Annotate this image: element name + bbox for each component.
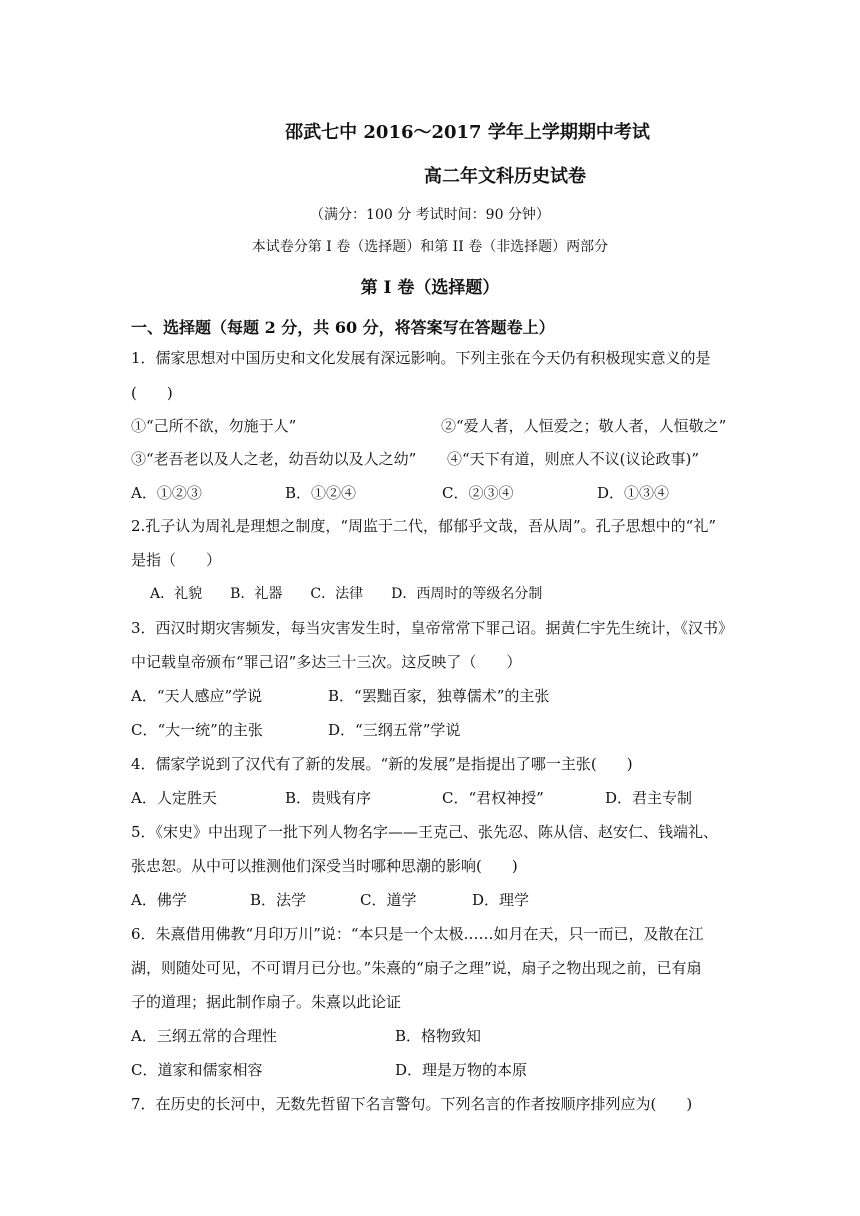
exam-subtitle: 高二年文科历史试卷 xyxy=(424,166,586,187)
part1-title: 第 I 卷（选择题） xyxy=(360,278,500,298)
q7-stem: 7．在历史的长河中，无数先哲留下名言警句。下列名言的作者按顺序排列应为( ) xyxy=(131,1095,693,1113)
q6-stem-line1: 6．朱熹借用佛教“月印万川”说：“本只是一个太极……如月在天，只一而已，及散在江 xyxy=(131,925,704,943)
q3-stem-line1: 3．西汉时期灾害频发，每当灾害发生时，皇帝常常下罪己诏。据黄仁宇先生统计，《汉书》 xyxy=(131,619,734,637)
q2-stem-line2: 是指（ ） xyxy=(131,551,222,569)
q1-option-a: A．①②③ xyxy=(131,484,202,502)
q2-options: A．礼貌 B．礼器 C．法律 D．西周时的等级名分制 xyxy=(150,586,543,602)
q6-stem-line2: 湖，则随处可见，不可谓月已分也。”朱熹的“扇子之理”说，扇子之物出现之前，已有扇 xyxy=(131,959,702,977)
q2-stem-line1: 2.孔子认为周礼是理想之制度，“周监于二代，郁郁乎文哉，吾从周”。孔子思想中的“礼” xyxy=(131,517,716,535)
q3-option-a: A．“天人感应”学说 xyxy=(131,687,263,705)
q1-item3: ③“老吾老以及人之老，幼吾幼以及人之幼” xyxy=(131,450,417,468)
q1-item4: ④“天下有道，则庶人不议(议论政事)” xyxy=(447,450,700,468)
q3-stem-line2: 中记载皇帝颁布“罪己诏”多达三十三次。这反映了（ ） xyxy=(131,653,522,671)
q6-option-b: B．格物致知 xyxy=(395,1027,482,1045)
q5-stem-line2: 张忠恕。从中可以推测他们深受当时哪种思潮的影响( ) xyxy=(131,857,518,875)
exam-title: 邵武七中 2016～2017 学年上学期期中考试 xyxy=(285,122,650,143)
q1-stem: 1．儒家思想对中国历史和文化发展有深远影响。下列主张在今天仍有积极现实意义的是 xyxy=(131,349,711,367)
q5-option-b: B．法学 xyxy=(250,891,307,909)
q4-option-c: C．“君权神授” xyxy=(442,789,544,807)
q3-option-c: C．“大一统”的主张 xyxy=(131,721,263,739)
q6-option-a: A．三纲五常的合理性 xyxy=(131,1027,277,1045)
q6-option-c: C．道家和儒家相容 xyxy=(131,1061,263,1079)
q1-option-c: C．②③④ xyxy=(442,484,514,502)
exam-structure: 本试卷分第 I 卷（选择题）和第 II 卷（非选择题）两部分 xyxy=(251,239,609,255)
q1-option-d: D．①③④ xyxy=(597,484,670,502)
q6-stem-line3: 子的道理；据此制作扇子。朱熹以此论证 xyxy=(131,993,402,1011)
q1-paren: ( ) xyxy=(131,384,173,402)
q5-option-a: A．佛学 xyxy=(131,891,187,909)
q3-option-b: B．“罢黜百家，独尊儒术”的主张 xyxy=(328,687,550,705)
q4-option-a: A．人定胜天 xyxy=(131,789,217,807)
exam-info: （满分：100 分 考试时间：90 分钟） xyxy=(310,207,550,223)
q3-option-d: D．“三纲五常”学说 xyxy=(328,721,461,739)
q5-stem-line1: 5．《宋史》中出现了一批下列人物名字——王克己、张先忍、陈从信、赵安仁、钱端礼、 xyxy=(131,823,719,841)
q1-item2: ②“爱人者，人恒爱之；敬人者，人恒敬之” xyxy=(441,417,727,435)
q4-option-d: D．君主专制 xyxy=(605,789,693,807)
section-title: 一、选择题（每题 2 分，共 60 分，将答案写在答题卷上） xyxy=(131,318,555,337)
q1-item1: ①“己所不欲，勿施于人” xyxy=(131,417,297,435)
q6-option-d: D．理是万物的本原 xyxy=(395,1061,528,1079)
q4-option-b: B．贵贱有序 xyxy=(285,789,372,807)
q4-stem: 4．儒家学说到了汉代有了新的发展。“新的发展”是指提出了哪一主张( ) xyxy=(131,755,633,773)
q5-option-d: D．理学 xyxy=(472,891,530,909)
q1-option-b: B．①②④ xyxy=(285,484,357,502)
q5-option-c: C．道学 xyxy=(360,891,417,909)
